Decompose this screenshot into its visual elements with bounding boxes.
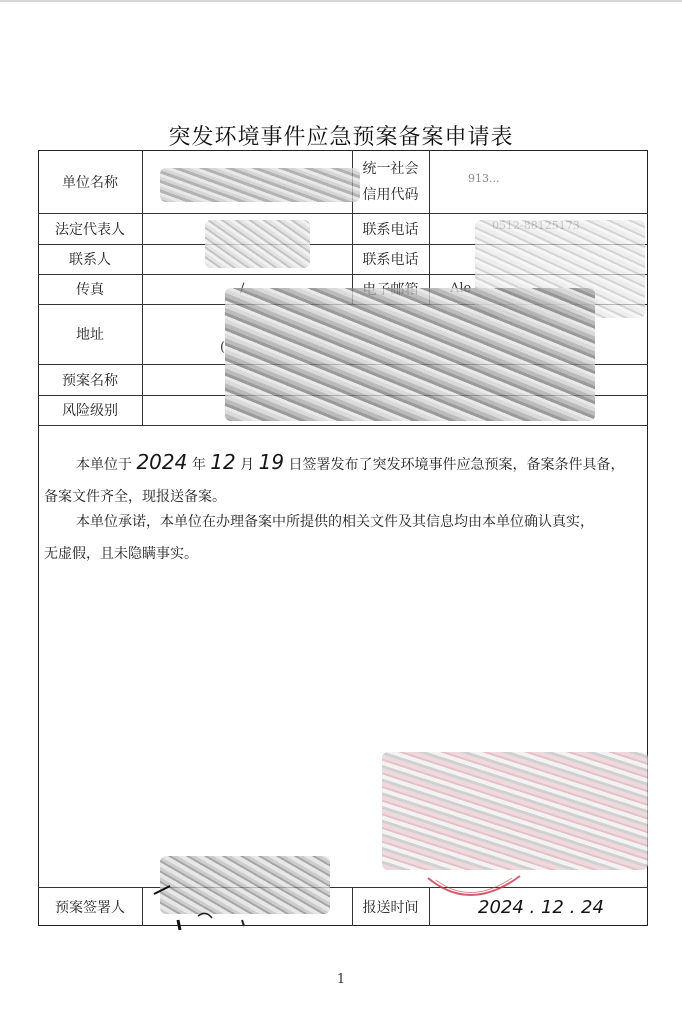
- label-credit-code-line1: 统一社会: [362, 160, 419, 177]
- redaction-seal-area: [382, 752, 648, 870]
- commitment-line-1: 本单位承诺，本单位在办理备案中所提供的相关文件及其信息均由本单位确认真实，: [76, 514, 594, 530]
- handwritten-submit-date: 2024 . 12 . 24: [478, 897, 604, 918]
- label-fax: 传真: [76, 282, 104, 298]
- label-phone: 联系电话: [362, 221, 419, 238]
- address-value: (: [220, 340, 226, 355]
- handwritten-month: 12: [210, 450, 236, 474]
- label-contact: 联系人: [69, 252, 111, 268]
- label-signer: 预案签署人: [55, 899, 125, 916]
- label-risk-level: 风险级别: [62, 403, 118, 419]
- label-plan-name: 预案名称: [62, 372, 118, 389]
- col-divider: [429, 150, 430, 304]
- label-phone-2: 联系电话: [362, 252, 419, 268]
- declaration-suffix: 日签署发布了突发环境事件应急预案，备案条件具备，: [288, 457, 625, 473]
- page-number: 1: [336, 972, 346, 987]
- handwritten-year: 2024: [136, 450, 188, 474]
- col-divider: [142, 150, 143, 425]
- redaction-legal-rep: [205, 220, 310, 268]
- credit-code-value: 913...: [468, 172, 500, 185]
- label-legal-rep: 法定代表人: [55, 221, 125, 238]
- col-divider: [142, 887, 143, 926]
- year-unit: 年: [191, 457, 206, 473]
- label-credit-code: [352, 150, 429, 213]
- label-credit-code-line2: 信用代码: [362, 186, 419, 203]
- handwritten-day: 19: [258, 450, 285, 474]
- declaration-line-2: 备案文件齐全，现报送备案。: [44, 489, 226, 505]
- label-address: 地址: [76, 327, 104, 343]
- declaration-paragraph-1: [44, 446, 644, 513]
- redaction-main-block: [225, 288, 595, 421]
- scan-top-edge: [0, 0, 682, 2]
- signature-strokes: [150, 880, 270, 930]
- commitment-line-2: 无虚假，且未隐瞒事实。: [44, 546, 198, 562]
- form-title: 突发环境事件应急预案备案申请表: [168, 125, 514, 150]
- declaration-paragraph-2: [44, 506, 644, 570]
- label-unit-name: 单位名称: [62, 174, 118, 191]
- declaration-prefix: 本单位于: [76, 457, 132, 473]
- redaction-unit-name: [160, 168, 360, 202]
- month-unit: 月: [240, 457, 255, 473]
- label-submit-time: 报送时间: [362, 899, 419, 916]
- row-divider: [38, 425, 648, 426]
